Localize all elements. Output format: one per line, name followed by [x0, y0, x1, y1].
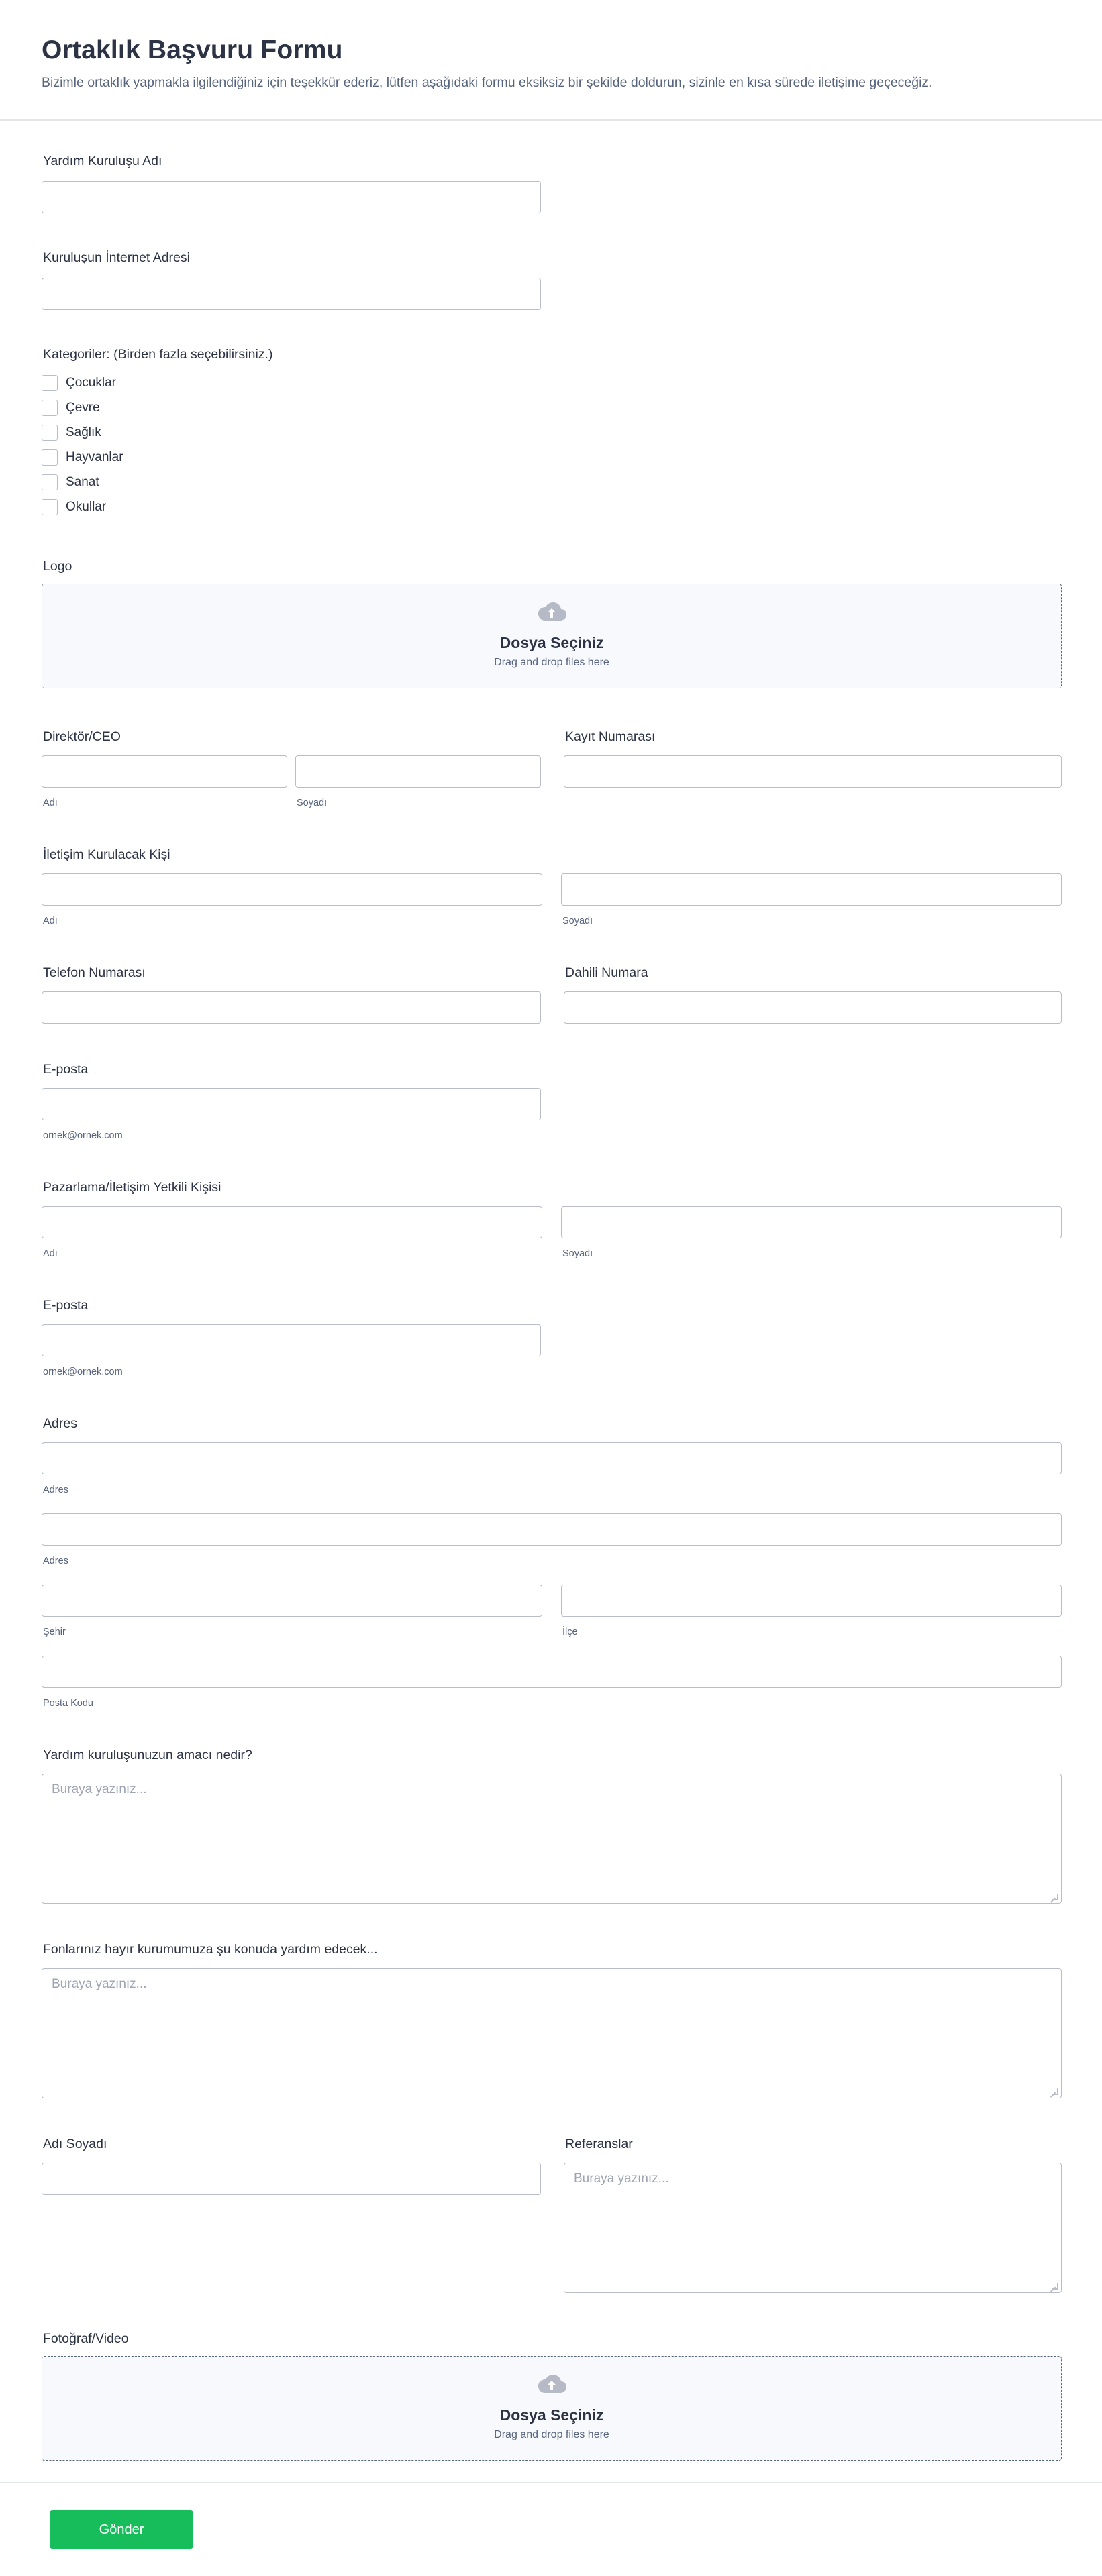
purpose-textarea[interactable]	[42, 1774, 1062, 1904]
director-first-sublabel: Adı	[43, 798, 58, 808]
purpose-placeholder: Buraya yazınız...	[52, 1782, 147, 1796]
address-label: Adres	[43, 1416, 77, 1431]
funds-placeholder: Buraya yazınız...	[52, 1977, 147, 1991]
charity-name-label: Yardım Kuruluşu Adı	[43, 154, 162, 168]
full-name-input[interactable]	[42, 2163, 541, 2195]
references-placeholder: Buraya yazınız...	[574, 2171, 669, 2186]
marketing-last-sublabel: Soyadı	[562, 1248, 593, 1259]
district-sublabel: İlçe	[562, 1627, 578, 1638]
extension-input[interactable]	[564, 991, 1062, 1024]
address-line1-input[interactable]	[42, 1442, 1062, 1474]
city-input[interactable]	[42, 1585, 542, 1617]
address-line2-sublabel: Adres	[43, 1556, 68, 1566]
marketing-last-name-input[interactable]	[561, 1206, 1062, 1238]
website-input[interactable]	[42, 278, 541, 310]
submit-button[interactable]: Gönder	[50, 2510, 193, 2549]
resize-handle[interactable]	[1052, 2088, 1058, 2095]
category-label: Çevre	[66, 400, 100, 415]
upload-hint: Drag and drop files here	[494, 657, 609, 668]
district-input[interactable]	[561, 1585, 1062, 1617]
checkbox[interactable]	[42, 449, 58, 466]
marketing-email-input[interactable]	[42, 1324, 541, 1356]
logo-label: Logo	[43, 559, 72, 574]
form-header	[0, 0, 1102, 121]
resize-handle[interactable]	[1052, 1894, 1058, 1900]
media-upload-dropzone[interactable]	[42, 2356, 1062, 2461]
checkbox[interactable]	[42, 474, 58, 490]
form-footer	[0, 2482, 1102, 2576]
address-line1-sublabel: Adres	[43, 1485, 68, 1495]
checkbox[interactable]	[42, 375, 58, 391]
funds-label: Fonlarınız hayır kurumumuza şu konuda yardım edecek...	[43, 1942, 378, 1957]
marketing-first-sublabel: Adı	[43, 1248, 58, 1259]
director-label: Direktör/CEO	[43, 729, 121, 744]
category-label: Okullar	[66, 500, 107, 514]
cloud-upload-icon	[536, 2373, 567, 2394]
registration-input[interactable]	[564, 755, 1062, 788]
category-label: Sanat	[66, 475, 99, 489]
checkbox[interactable]	[42, 499, 58, 515]
cloud-upload-icon	[536, 600, 567, 622]
page-title: Ortaklık Başvuru Formu	[42, 36, 343, 64]
director-last-name-input[interactable]	[295, 755, 541, 788]
postal-code-input[interactable]	[42, 1656, 1062, 1688]
phone-label: Telefon Numarası	[43, 965, 146, 980]
references-label: Referanslar	[565, 2137, 633, 2151]
funds-textarea[interactable]	[42, 1968, 1062, 2098]
category-option[interactable]	[42, 374, 116, 392]
extension-label: Dahili Numara	[565, 965, 648, 980]
website-label: Kuruluşun İnternet Adresi	[43, 250, 190, 265]
contact-last-sublabel: Soyadı	[562, 916, 593, 926]
media-label: Fotoğraf/Video	[43, 2331, 129, 2346]
postal-code-sublabel: Posta Kodu	[43, 1698, 93, 1709]
city-sublabel: Şehir	[43, 1627, 66, 1638]
references-textarea[interactable]	[564, 2163, 1062, 2293]
address-line2-input[interactable]	[42, 1513, 1062, 1546]
phone-input[interactable]	[42, 991, 541, 1024]
checkbox[interactable]	[42, 400, 58, 416]
category-label: Çocuklar	[66, 376, 116, 390]
contact-first-sublabel: Adı	[43, 916, 58, 926]
resize-handle[interactable]	[1052, 2283, 1058, 2290]
category-label: Sağlık	[66, 425, 101, 439]
checkbox[interactable]	[42, 425, 58, 441]
category-option[interactable]	[42, 498, 106, 516]
categories-label: Kategoriler: (Birden fazla seçebilirsiniz.)	[43, 347, 273, 362]
email-input[interactable]	[42, 1088, 541, 1120]
director-last-sublabel: Soyadı	[297, 798, 328, 808]
logo-upload-dropzone[interactable]	[42, 584, 1062, 688]
upload-title: Dosya Seçiniz	[499, 634, 604, 651]
contact-label: İletişim Kurulacak Kişi	[43, 847, 170, 862]
marketing-email-sublabel: ornek@ornek.com	[43, 1366, 123, 1377]
upload-title: Dosya Seçiniz	[499, 2406, 604, 2424]
form-description: Bizimle ortaklık yapmakla ilgilendiğiniz için teşekkür ederiz, lütfen aşağıdaki formu eksiksiz bir şekilde doldurun, sizinle en kısa sürede iletişime geçeceğiz.	[42, 75, 932, 90]
contact-first-name-input[interactable]	[42, 873, 542, 906]
category-label: Hayvanlar	[66, 450, 123, 464]
email-label: E-posta	[43, 1062, 89, 1077]
director-first-name-input[interactable]	[42, 755, 287, 788]
purpose-label: Yardım kuruluşunuzun amacı nedir?	[43, 1748, 252, 1762]
charity-name-input[interactable]	[42, 181, 541, 213]
marketing-email-label: E-posta	[43, 1298, 89, 1313]
category-option[interactable]	[42, 449, 123, 466]
category-option[interactable]	[42, 474, 99, 491]
marketing-contact-label: Pazarlama/İletişim Yetkili Kişisi	[43, 1180, 221, 1195]
category-option[interactable]	[42, 399, 100, 417]
contact-last-name-input[interactable]	[561, 873, 1062, 906]
email-sublabel: ornek@ornek.com	[43, 1130, 123, 1141]
full-name-label: Adı Soyadı	[43, 2137, 107, 2151]
category-option[interactable]	[42, 424, 101, 441]
registration-label: Kayıt Numarası	[565, 729, 656, 744]
upload-hint: Drag and drop files here	[494, 2429, 609, 2440]
marketing-first-name-input[interactable]	[42, 1206, 542, 1238]
